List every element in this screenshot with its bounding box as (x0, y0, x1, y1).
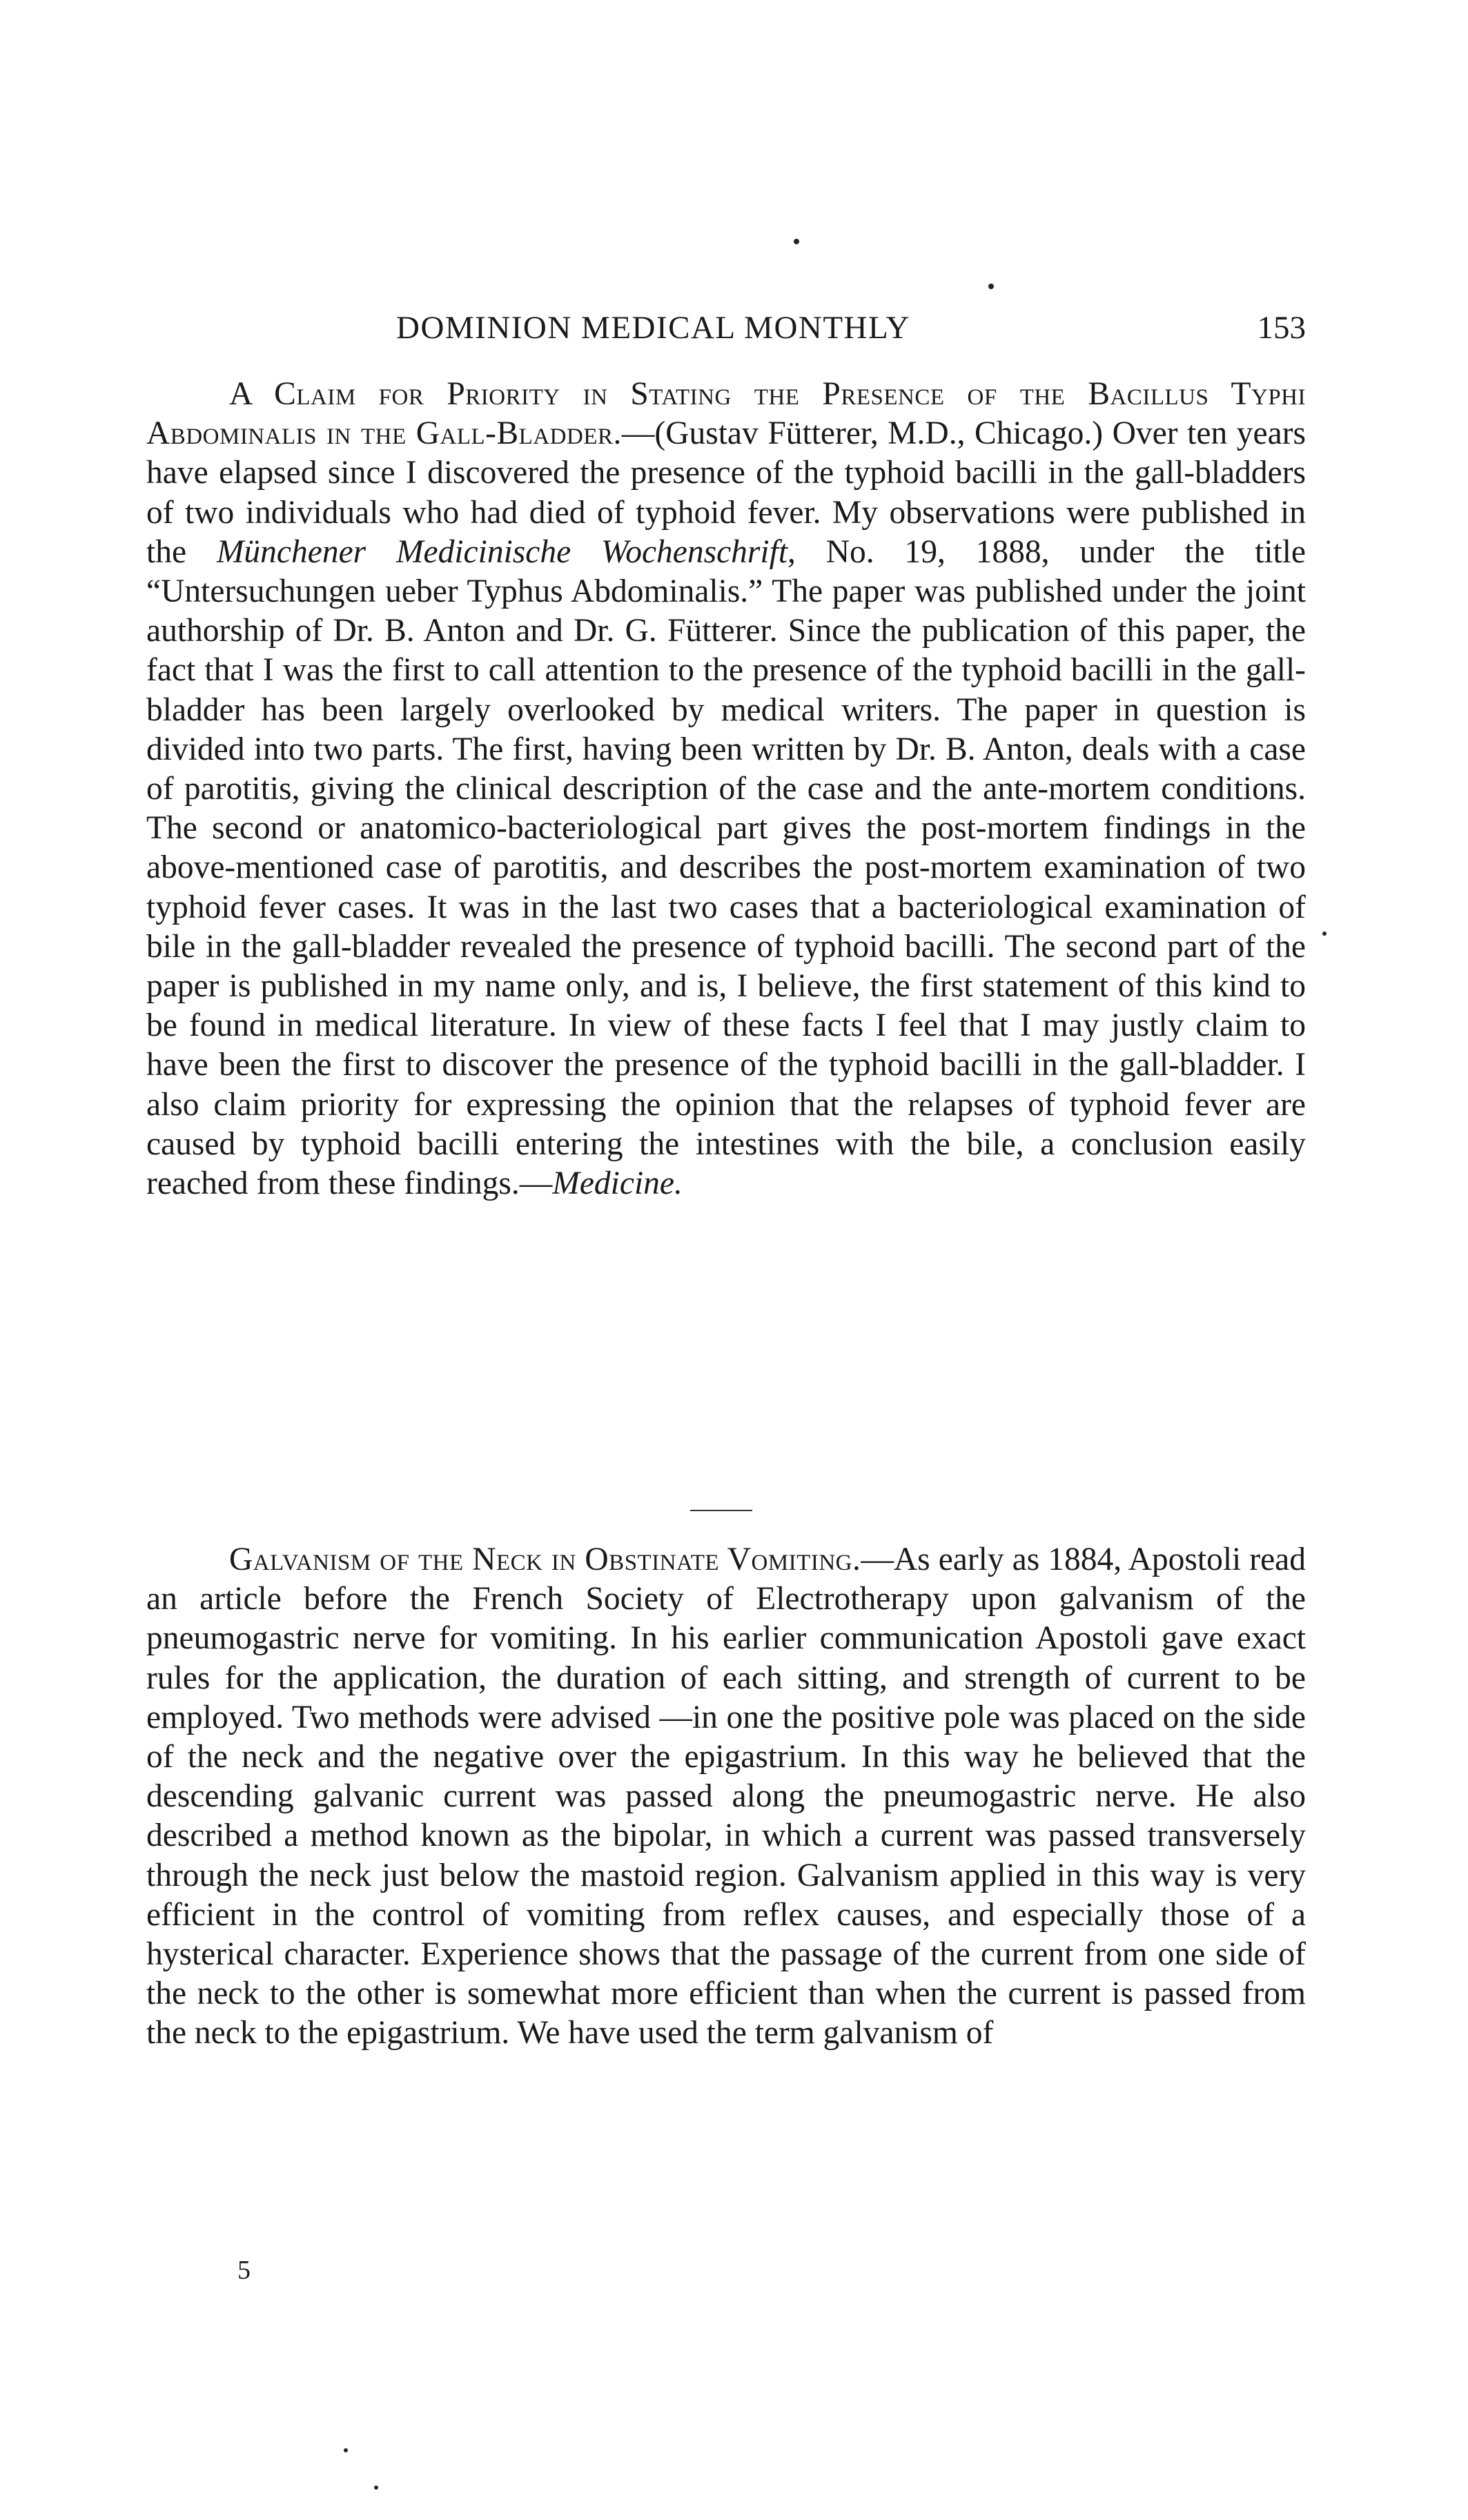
article-separator (690, 1510, 752, 1511)
article-paragraph (146, 1540, 1306, 2054)
scan-speck (344, 2448, 348, 2452)
article-bacillus-priority (146, 375, 1306, 1203)
article-text: —(Gustav Fütterer, M.D., Chicago.) Over ten years have elapsed since I discovered the presence of the typhoid bacilli in the gall-bladders of two individuals who had died of typhoid fever. My observations were published in the (146, 415, 1306, 570)
page-number: 153 (1257, 310, 1306, 346)
running-header (146, 307, 1306, 348)
article-text: , No. 19, 1888, under the title “Untersuchungen ueber Typhus Abdominalis.” The paper was published under the joint authorship of Dr. B. Anton and Dr. G. Fütterer. Since the publication of this paper, the fact that I was the first to call attention to the presence of the typhoid bacilli in the gall-bladder has been largely overlooked by medical writers. The paper in question is divided into two parts. The first, having been written by Dr. B. Anton, deals with a case of parotitis, giving the clinical description of the case and the ante-mortem conditions. The second or anatomico-bacteriological part gives the post-mortem findings in the above-mentioned case of parotitis, and describes the post-mortem examination of two typhoid fever cases. It was in the last two cases that a bacteriological examination of bile in the gall-bladder revealed the presence of typhoid bacilli. The second part of the paper is published in my name only, and is, I believe, the first statement of this kind to be found in medical literature. In view of these facts I feel that I may justly claim to have been the first to discover the presence of the typhoid bacilli in the gall-bladder. I also claim priority for expressing the opinion that the relapses of typhoid fever are caused by typhoid bacilli entering the intestines with the bile, a conclusion easily reached from these findings.— (146, 533, 1306, 1202)
article-title: Galvanism of the Neck in Obstinate Vomiting. (229, 1542, 861, 1577)
scan-speck (794, 239, 799, 244)
article-title: A Claim for Priority in Stating the Presence of the Bacillus Typhi Abdominalis in the Gall-Bladder. (146, 376, 1306, 452)
running-title: DOMINION MEDICAL MONTHLY (396, 310, 910, 346)
article-text: —As early as 1884, Apostoli read an article before the French Society of Electrotherapy upon galvanism of the pneumogastric nerve for vomiting. In his earlier communication Apostoli gave exact rules for the application, the duration of each sitting, and strength of current to be employed. Two methods were advised —in one the positive pole was placed on the side of the neck and the negative over the epigastrium. In this way he believed that the descending galvanic current was passed along the pneumogastric nerve. He also described a method known as the bipolar, in which a current was passed transversely through the neck just below the mastoid region. Galvanism applied in this way is very efficient in the control of vomiting from reflex causes, and especially those of a hysterical character. Experience shows that the passage of the current from one side of the neck to the other is somewhat more efficient than when the current is passed from the neck to the epigastrium. We have used the term galvanism of (146, 1542, 1306, 2051)
scan-speck (988, 284, 994, 289)
scan-speck (374, 2485, 378, 2490)
journal-name: Münchener Medicinische Wochenschrift (216, 533, 788, 570)
scan-speck (1322, 932, 1327, 936)
article-paragraph (146, 375, 1306, 1203)
signature-mark: 5 (237, 2256, 251, 2285)
source-citation: Medicine. (552, 1165, 683, 1202)
article-galvanism (146, 1540, 1306, 2054)
